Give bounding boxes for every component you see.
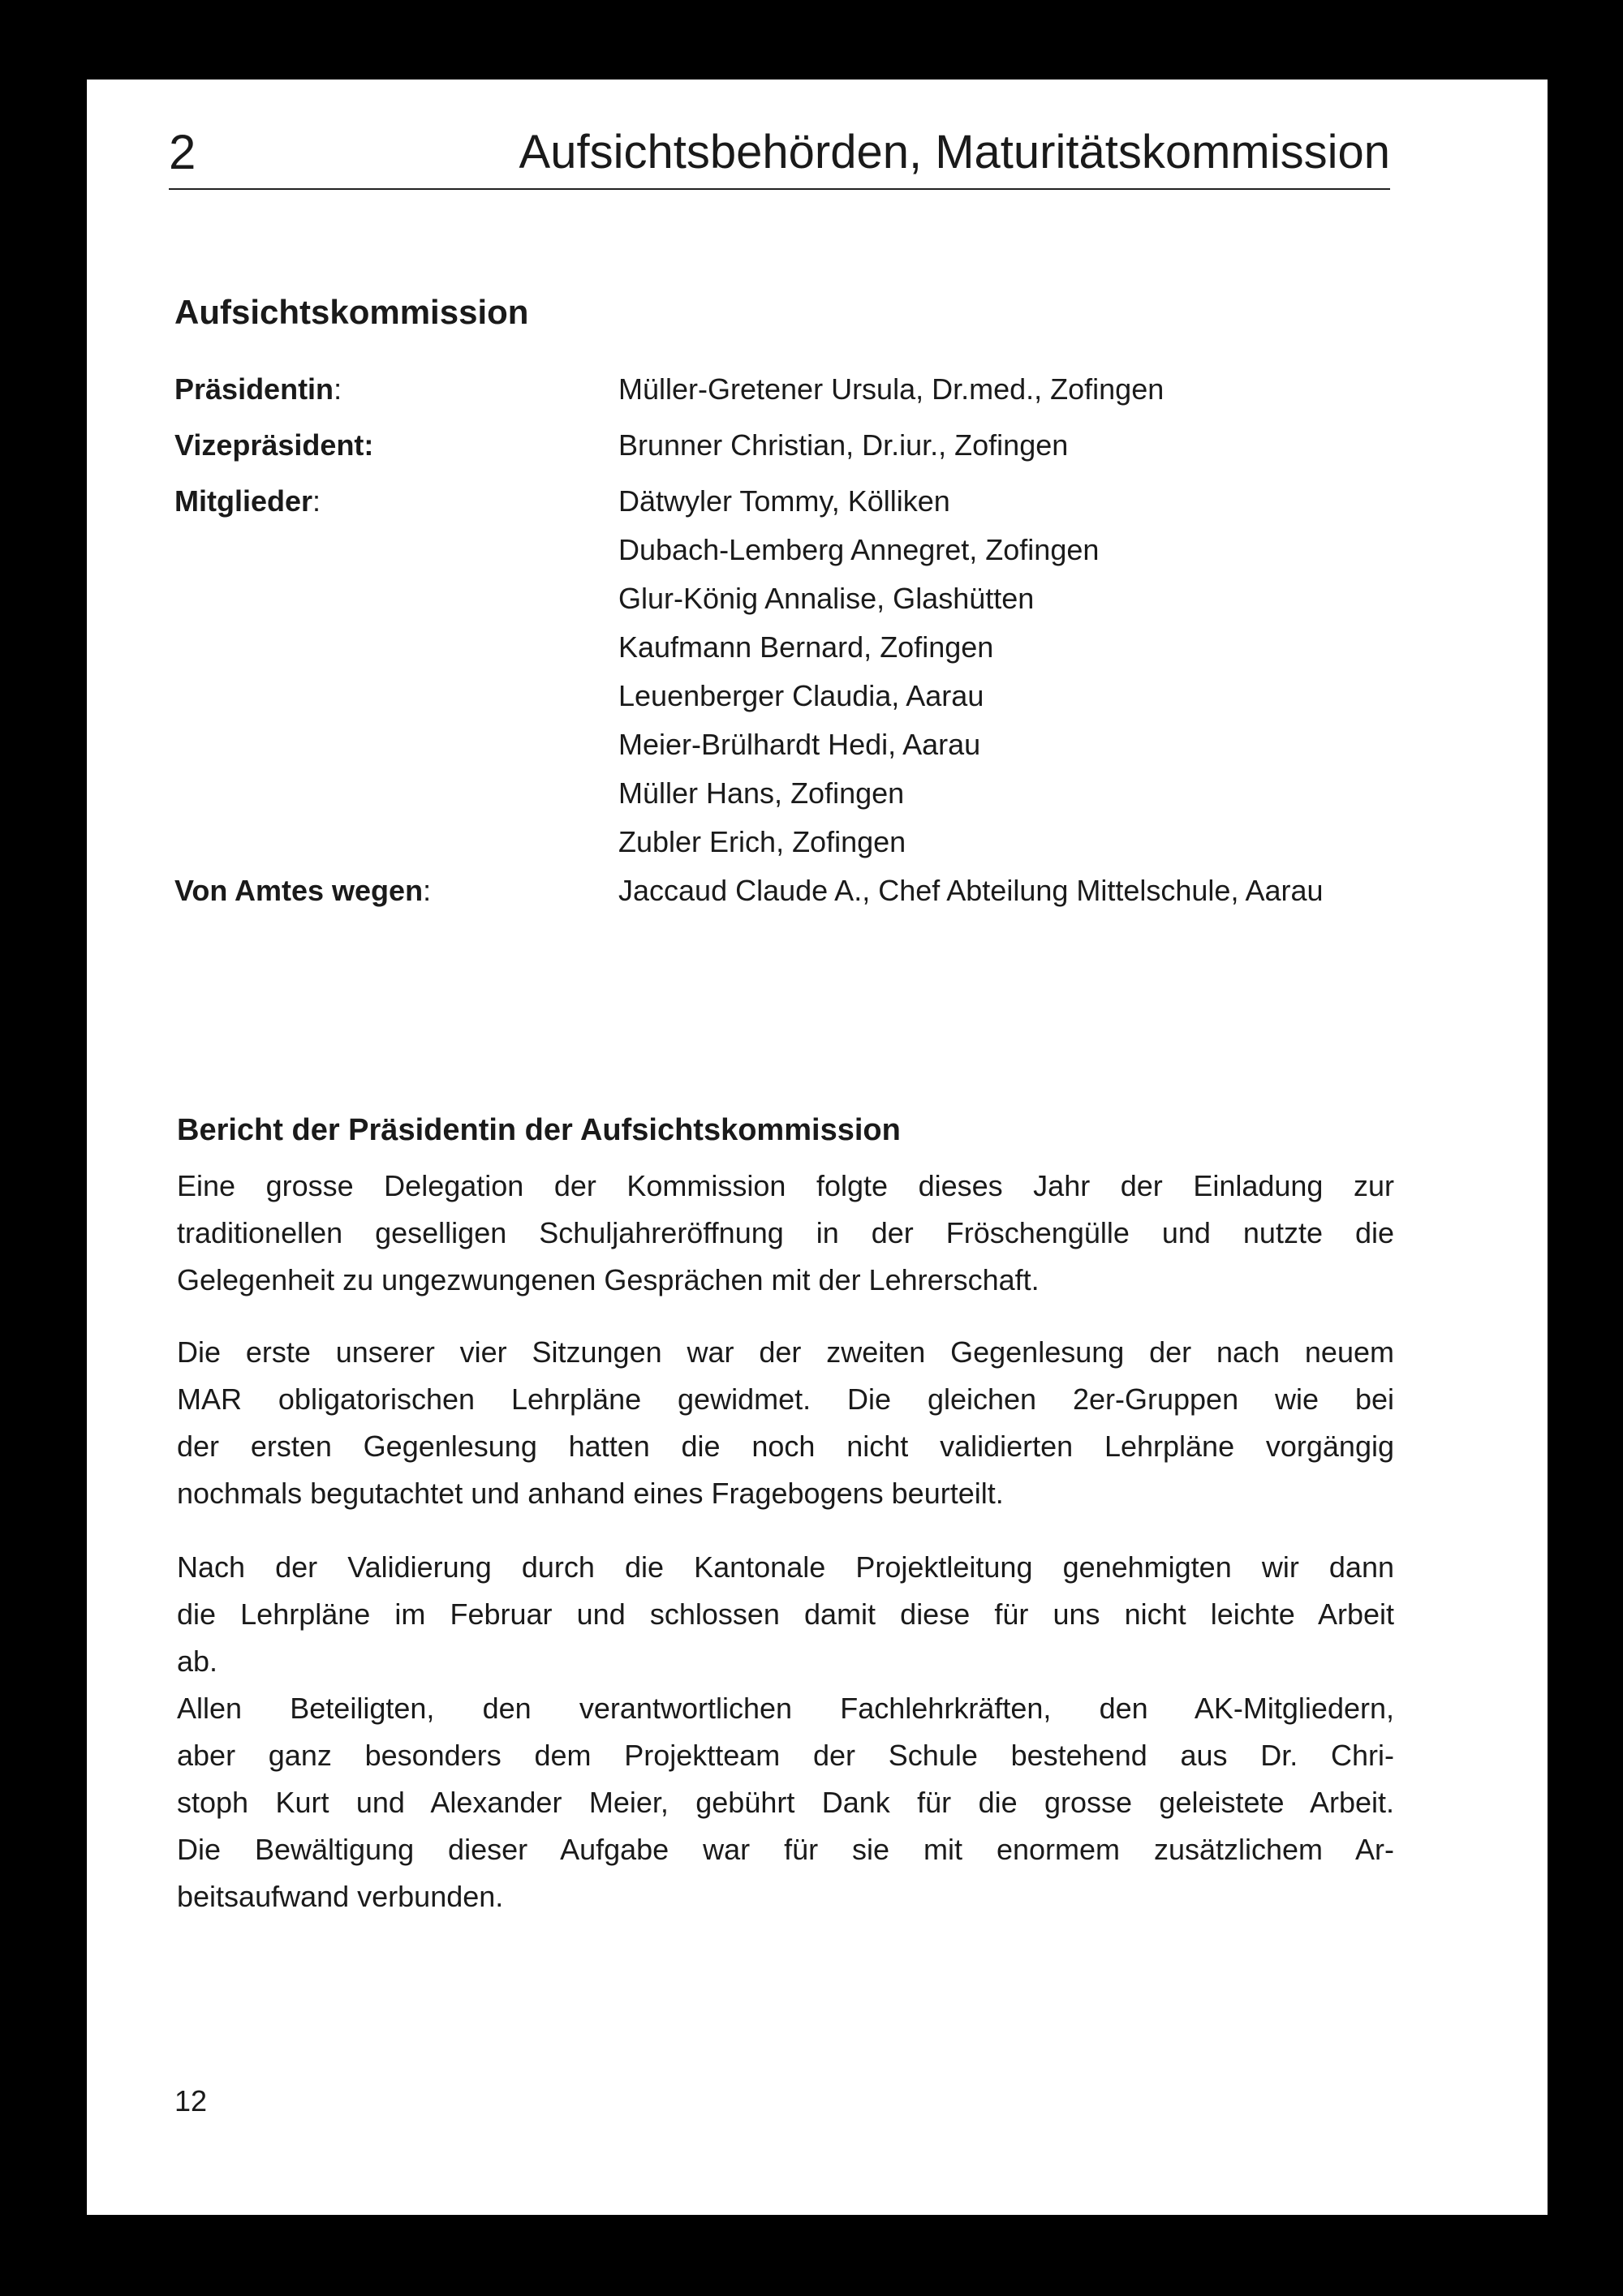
member-row [174,623,1392,672]
member-name: Dätwyler Tommy, Kölliken [618,484,950,518]
section-title: Aufsichtskommission [174,293,529,331]
member-row [174,421,1392,470]
report-title: Bericht der Präsidentin der Aufsichtskommission [177,1113,901,1147]
chapter-title: Aufsichtsbehörden, Maturitätskommission [519,126,1390,178]
text-line: der ersten Gegenlesung hatten die noch nicht validierten Lehrpläne vorgängig [177,1430,1394,1463]
member-name: Glur-König Annalise, Glashütten [618,582,1035,615]
member-name: Müller-Gretener Ursula, Dr.med., Zofingen [618,372,1165,406]
member-name: Meier-Brülhardt Hedi, Aarau [618,728,981,761]
text-line: traditionellen geselligen Schuljahreröffnung in der Fröschengülle und nutzte die [177,1216,1394,1249]
chapter-number: 2 [169,125,196,179]
member-row [174,866,1392,915]
member-name: Brunner Christian, Dr.iur., Zofingen [618,428,1069,462]
text-line: stoph Kurt und Alexander Meier, gebührt Dank für die grosse geleistete Arbeit. [177,1786,1394,1819]
report-paragraph-2 [177,1329,1394,1517]
member-row [174,720,1392,769]
role-label: Von Amtes wegen: [174,874,432,907]
member-name: Leuenberger Claudia, Aarau [618,679,984,712]
member-row [174,477,1392,526]
member-row [174,769,1392,818]
member-name: Dubach-Lemberg Annegret, Zofingen [618,533,1100,566]
text-line: Eine grosse Delegation der Kommission folgte dieses Jahr der Einladung zur [177,1169,1394,1202]
role-label: Mitglieder: [174,484,321,518]
text-line: Die erste unserer vier Sitzungen war der zweiten Gegenlesung der nach neuem [177,1335,1394,1369]
member-row [174,365,1392,414]
text-line: Allen Beteiligten, den verantwortlichen Fachlehrkräften, den AK-Mitgliedern, [177,1692,1394,1725]
member-row [174,818,1392,866]
member-row [174,672,1392,720]
member-name: Zubler Erich, Zofingen [618,825,906,858]
member-row [174,526,1392,574]
text-line: ab. [177,1645,218,1678]
text-line: nochmals begutachtet und anhand eines Fragebogens beurteilt. [177,1477,1004,1510]
member-name: Kaufmann Bernard, Zofingen [618,630,994,664]
text-line: Gelegenheit zu ungezwungenen Gesprächen mit der Lehrerschaft. [177,1263,1040,1296]
member-row [174,574,1392,623]
text-line: Nach der Validierung durch die Kantonale Projektleitung genehmigten wir dann [177,1550,1394,1584]
member-name: Müller Hans, Zofingen [618,776,905,810]
report-paragraph-1 [177,1163,1394,1304]
member-name: Jaccaud Claude A., Chef Abteilung Mittelschule, Aarau [618,874,1324,907]
text-line: beitsaufwand verbunden. [177,1880,504,1913]
page-number: 12 [174,2084,208,2118]
text-line: aber ganz besonders dem Projektteam der Schule bestehend aus Dr. Chri- [177,1739,1394,1772]
text-line: die Lehrpläne im Februar und schlossen damit diese für uns nicht leichte Arbeit [177,1597,1394,1631]
report-paragraph-3 [177,1544,1394,1920]
role-label: Präsidentin: [174,372,342,406]
chapter-header [169,123,1390,190]
text-line: Die Bewältigung dieser Aufgabe war für sie mit enormem zusätzlichem Ar- [177,1833,1394,1866]
text-line: MAR obligatorischen Lehrpläne gewidmet. Die gleichen 2er-Gruppen wie bei [177,1382,1394,1416]
role-label: Vizepräsident: [174,428,374,462]
